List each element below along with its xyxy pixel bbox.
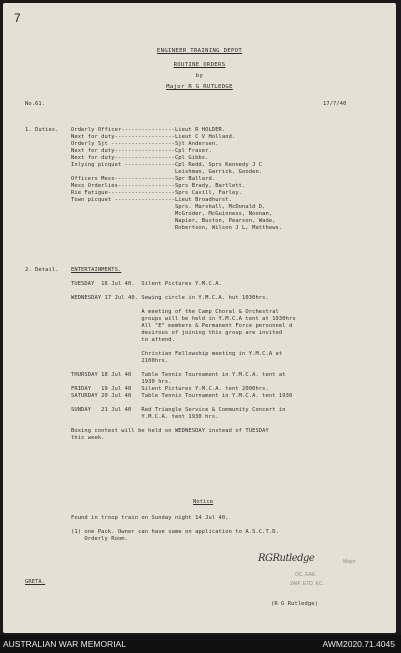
entertainment-line: SATURDAY 20 Jul 40 Table Tennis Tournament in Y.M.C.A. tent 1930 <box>71 393 293 399</box>
entertainment-line: FRIDAY 19 Jul 40 Silent Pictures Y.M.C.A. tent 2000hrs. <box>71 386 269 392</box>
entertainment-line: to attend. <box>71 337 175 343</box>
entertainment-line: WEDNESDAY 17 Jul 40. Sewing circle in Y.M.C.A. hut 1030hrs. <box>71 295 269 301</box>
entertainment-line: groups will be held in Y.M.C.A tent at 1930hrs <box>71 316 296 322</box>
signatory-name: (R G Rutledge) <box>271 601 318 607</box>
duty-line: Rie Fatigue--------------------Sprs Cavill, Farley. <box>71 190 243 196</box>
stamp-line-1: OC. EAE. <box>295 572 317 578</box>
order-date: 17/7/40 <box>323 101 347 107</box>
signature-rank: Major <box>343 559 356 565</box>
entertainment-line: TUESDAY 16 Jul 40. Silent Pictures Y.M.C.A. <box>71 281 222 287</box>
duty-line: Mess Orderlies-----------------Sprs Brady, Bartlett. <box>71 183 246 189</box>
duty-line: McGroder, McGuinness, Noonan, <box>71 211 273 217</box>
entertainment-line: SUNDAY 21 Jul 40 Red Triangle Service & Community Concert in <box>71 407 286 413</box>
document-page <box>3 3 396 633</box>
section2-title: ENTERTAINMENTS. <box>71 267 122 273</box>
entertainment-line <box>71 421 296 428</box>
entertainment-line <box>71 288 296 295</box>
duty-line: Leishman, Garrick, Gooden. <box>71 169 263 175</box>
by-line: by <box>195 73 204 79</box>
entertainment-line: 2100hrs. <box>71 358 169 364</box>
duty-line: Orderly Officer----------------Lieut R HOLDER. <box>71 127 226 133</box>
entertainment-line <box>71 365 296 372</box>
entertainment-line: Y.M.C.A. tent 1930 hrs. <box>71 414 219 420</box>
section1-heading: 1. Duties. <box>25 127 59 133</box>
entertainment-line <box>71 302 296 309</box>
duty-line: Next for duty------------------Lieut C V Holland. <box>71 134 236 140</box>
entertainment-line: A meeting of the Camp Choral & Orchestral <box>71 309 279 315</box>
unit-heading: ENGINEER TRAINING DEPOT <box>156 48 243 54</box>
entertainment-line: this week. <box>71 435 105 441</box>
duty-line: Next for duty------------------Cpl Gibbs. <box>71 155 209 161</box>
section2-heading: 2. Detail. <box>25 267 59 273</box>
footer-accession: AWM2020.71.4045 <box>322 639 395 649</box>
notice-title: Notice <box>193 499 214 505</box>
notice-line: (1) one Pack. Owner can have same on application to A.S.C.T.D. <box>71 529 279 535</box>
duty-line: Orderly Sjt -------------------Sjt Andersen. <box>71 141 219 147</box>
duty-line: Town picquet ------------------Lieut Broadhurst. <box>71 197 232 203</box>
signature: RGRutledge <box>258 553 315 564</box>
entertainment-line: Boxing contest will be held on WEDNESDAY instead of TUESDAY <box>71 428 269 434</box>
officer-name: Major R G RUTLEDGE <box>166 84 233 90</box>
entertainment-line <box>71 400 296 407</box>
document-title: ROUTINE ORDERS <box>173 62 226 68</box>
punch-mark: 7 <box>14 11 21 25</box>
entertainments-list <box>71 281 296 442</box>
footer-credit: AUSTRALIAN WAR MEMORIAL <box>3 639 126 649</box>
duty-line: Sprs. Marshall, McDonald D, <box>71 204 266 210</box>
notice-line <box>71 522 279 529</box>
duties-list <box>71 127 282 232</box>
notice-line: Orderly Room. <box>71 536 129 542</box>
notice-line: Found in troop train on Sunday night 14 Jul 40, <box>71 515 229 521</box>
duty-line: Napier, Buxton, Pearson, Wade, <box>71 218 276 224</box>
duty-line: Next for duty------------------Cpl Fraser. <box>71 148 212 154</box>
order-number: No.61. <box>25 101 46 107</box>
notice-text <box>71 515 279 543</box>
duty-line: Officers Mess------------------Spr Ballard. <box>71 176 216 182</box>
entertainment-line: 1930 hrs. <box>71 379 172 385</box>
duty-line: Robertson, Wilson J L, Matthews. <box>71 225 283 231</box>
entertainment-line: desirous of joining this group are invited <box>71 330 283 336</box>
entertainment-line: Christian Fellowship meeting in Y.M.C.A at <box>71 351 283 357</box>
stamp-line-2: 2AIF. ETD. EC. <box>290 581 324 587</box>
entertainment-line: All "E" members & Permanent Force personnel d <box>71 323 293 329</box>
entertainment-line <box>71 344 296 351</box>
footer-bar <box>0 635 401 653</box>
duty-line: Inlying picquet ---------------Cpl Redd, Sprs Kennedy J C <box>71 162 263 168</box>
distribution: GRETA. <box>25 579 46 585</box>
entertainment-line: THURSDAY 18 Jul 40 Table Tennis Tournament in Y.M.C.A. tent at <box>71 372 286 378</box>
